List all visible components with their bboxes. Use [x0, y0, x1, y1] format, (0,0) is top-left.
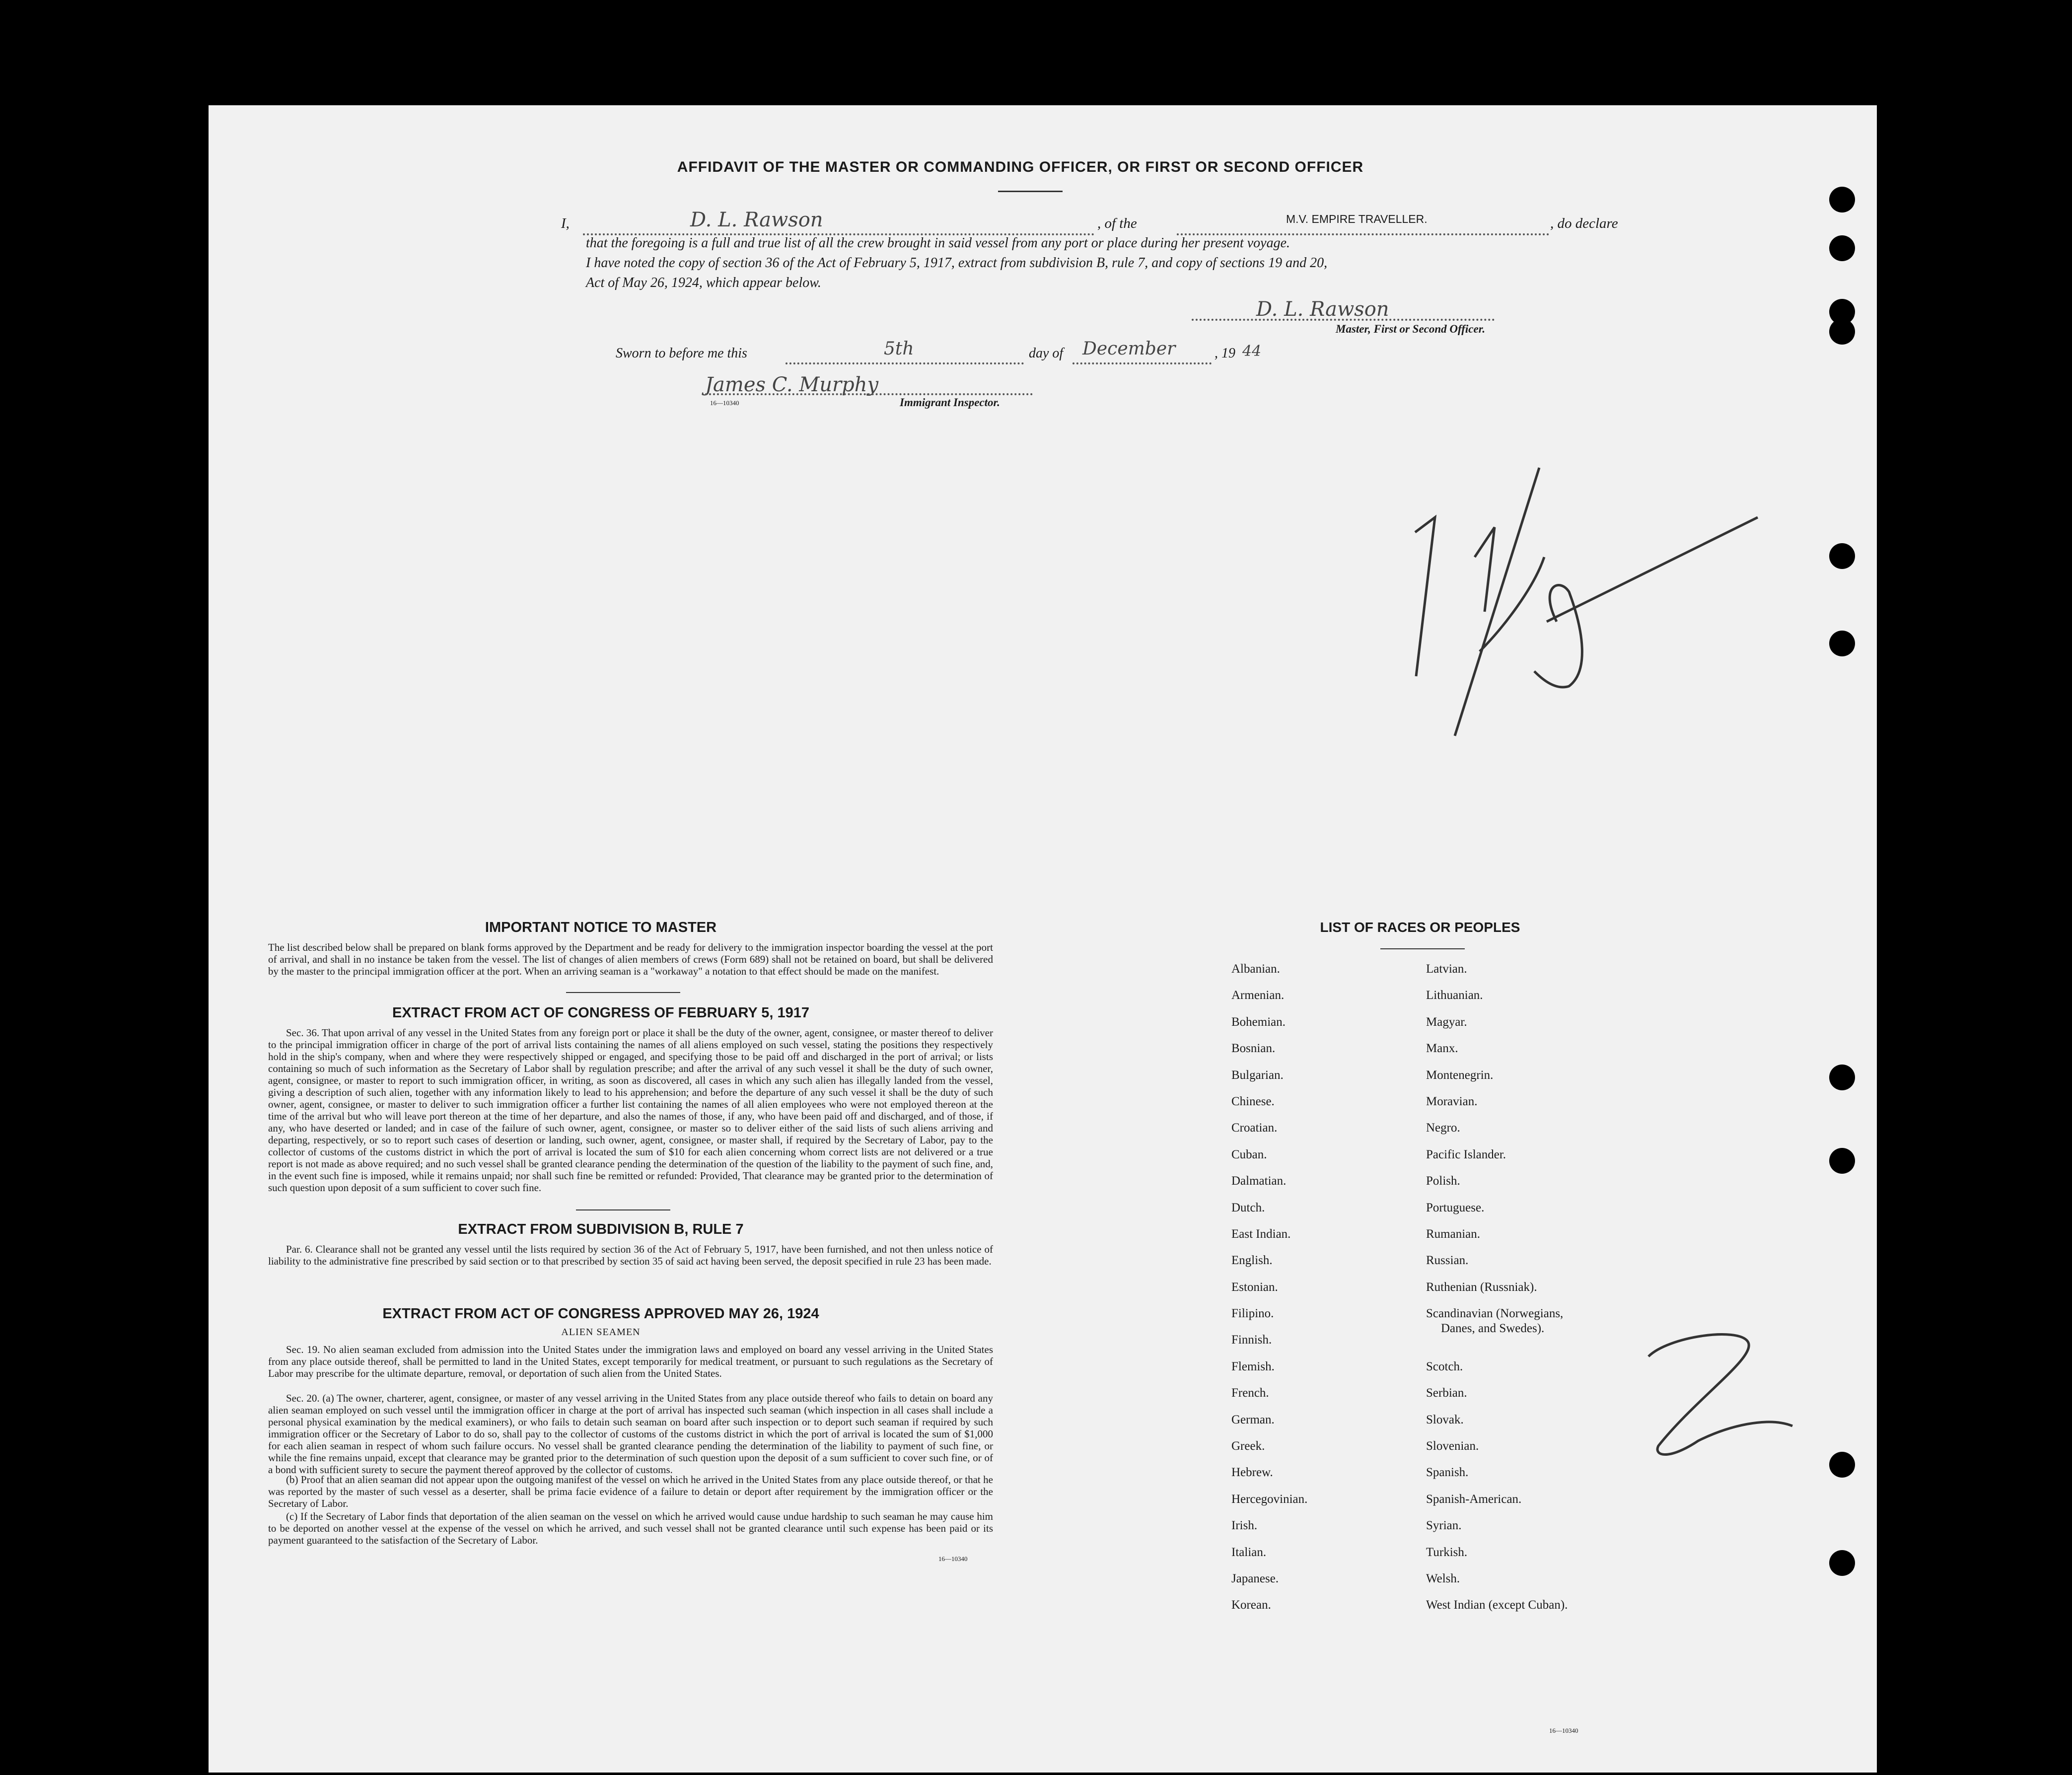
year-label: , 19 [1215, 346, 1235, 361]
signature-line [1192, 319, 1495, 321]
race-entry: Turkish. [1426, 1545, 1468, 1559]
extract-1924-sec20a: Sec. 20. (a) The owner, charterer, agent, consignee, or master of any vessel arriving in the United States from any place outside thereof who fails to detain on board any alien seaman employed on such vessel until the immigration officer in charge at the port of arrival has inspected such seaman (which inspection in all cases shall include a personal physical examination by the medical examiners), or who fails to detain such seaman on board after such inspection or to deport such seaman if required by such immigration officer or the Secretary of Labor to do so, shall pay to the collector of customs of the customs district in which the port of arrival is located the sum of $1,000 for each alien seaman in respect of whom such failure occurs. No vessel shall be granted clearance pending the determination of the liability to payment of such fine, or while the fine remains unpaid, except that clearance may be granted prior to the determination of such question upon the deposit of a sum sufficient to cover such fine, or of a bond with sufficient surety to secure the payment thereof approved by the collector of customs. [268, 1392, 993, 1476]
race-entry: Moravian. [1426, 1094, 1478, 1108]
sworn-month-handwritten: December [1082, 339, 1176, 359]
extract-form-number: 16—10340 [938, 1555, 968, 1562]
race-entry: Korean. [1231, 1598, 1271, 1612]
month-blank [1072, 362, 1212, 364]
race-entry: Albanian. [1231, 962, 1280, 976]
extract-1924-sec20c: (c) If the Secretary of Labor finds that deportation of the alien seaman on the vessel on which he arrived would cause undue hardship to such seaman he may cause him to be deported on another vessel at the expense of the vessel on which he arrived, and such vessel shall not be granted clearance until such expense has been paid or its payment guaranteed to the satisfaction of the Secretary of Labor. [268, 1510, 993, 1546]
race-entry: Welsh. [1426, 1572, 1460, 1585]
day-blank [786, 362, 1024, 364]
declare-label: , do declare [1550, 215, 1618, 231]
extract-1917-title: EXTRACT FROM ACT OF CONGRESS OF FEBRUARY 5, 1917 [392, 1005, 810, 1021]
races-form-number: 16—10340 [1549, 1727, 1578, 1734]
race-entry: Filipino. [1231, 1307, 1274, 1321]
extract-1924-title: EXTRACT FROM ACT OF CONGRESS APPROVED MAY 26, 1924 [382, 1306, 819, 1322]
affidavit-line2: that the foregoing is a full and true list of all the crew brought in said vessel from any port or place during her present voyage. [586, 235, 1290, 251]
race-entry: Finnish. [1231, 1333, 1272, 1347]
year-handwritten: 44 [1242, 343, 1262, 360]
punch-hole [1829, 1148, 1855, 1174]
vessel-name: M.V. EMPIRE TRAVELLER. [1286, 213, 1428, 225]
race-entry: Estonian. [1231, 1280, 1278, 1294]
race-entry: Latvian. [1426, 962, 1467, 976]
race-entry: Chinese. [1231, 1094, 1275, 1108]
race-entry: English. [1231, 1254, 1273, 1268]
punch-hole [1829, 235, 1855, 261]
punch-hole [1829, 319, 1855, 345]
races-column-2 [1426, 962, 1568, 1625]
document-page [209, 105, 1877, 1773]
sworn-line [616, 339, 1509, 370]
race-entry: Cuban. [1231, 1147, 1267, 1161]
extract-1924-sec19: Sec. 19. No alien seaman excluded from admission into the United States under the immigration laws and employed on board any vessel arriving in the United States from any place outside thereof, shall be permitted to land in the United States, except temporarily for medical treatment, or pursuant to such regulations as the Secretary of Labor may prescribe for the ultimate departure, removal, or deportation of such alien from the United States. [268, 1344, 993, 1379]
race-entry: Portuguese. [1426, 1201, 1485, 1214]
punch-hole [1829, 1065, 1855, 1090]
race-entry: West Indian (except Cuban). [1426, 1598, 1568, 1612]
race-entry: Manx. [1426, 1042, 1458, 1056]
race-entry: Rumanian. [1426, 1227, 1481, 1241]
race-entry: Flemish. [1231, 1359, 1275, 1373]
race-entry: Syrian. [1426, 1519, 1462, 1533]
alien-seamen-subtitle: ALIEN SEAMEN [561, 1327, 641, 1338]
handwritten-mark-17-5 [1410, 463, 1768, 781]
punch-hole [1829, 1452, 1855, 1478]
races-column-1 [1231, 962, 1307, 1625]
race-entry: Bulgarian. [1231, 1068, 1284, 1082]
affidavit-line4: Act of May 26, 1924, which appear below. [586, 275, 821, 290]
race-entry: Slovenian. [1426, 1439, 1479, 1453]
race-entry: Lithuanian. [1426, 989, 1483, 1002]
punch-hole [1829, 1550, 1855, 1576]
race-entry: Hercegovinian. [1231, 1492, 1308, 1506]
race-entry: Scandinavian (Norwegians, [1426, 1307, 1564, 1321]
punch-hole [1829, 187, 1855, 213]
extract-1924-sec20b: (b) Proof that an alien seaman did not appear upon the outgoing manifest of the vessel on which he arrived in the United States from any place outside thereof, or that he was reported by the master of such vessel as a deserter, shall be prima facie evidence of a failure to detain or deport after requirement by the immigration officer or the Secretary of Labor. [268, 1474, 993, 1509]
handwritten-mark-2 [1639, 1327, 1807, 1461]
race-entry: Montenegrin. [1426, 1068, 1494, 1082]
punch-hole [1829, 543, 1855, 569]
race-entry: Spanish-American. [1426, 1492, 1522, 1506]
day-of-label: day of [1029, 346, 1064, 361]
i-label: I, [561, 215, 570, 231]
divider [576, 1209, 670, 1210]
inspector-signature: James C. Murphy [705, 373, 879, 396]
race-entry: Bosnian. [1231, 1042, 1276, 1056]
sworn-label: Sworn to before me this [616, 346, 747, 361]
title-underline [998, 191, 1063, 192]
race-entry: Magyar. [1426, 1015, 1467, 1029]
race-entry: Polish. [1426, 1174, 1460, 1188]
race-entry: Spanish. [1426, 1466, 1469, 1480]
race-entry: Slovak. [1426, 1413, 1464, 1426]
notice-title: IMPORTANT NOTICE TO MASTER [485, 920, 717, 935]
race-entry: Bohemian. [1231, 1015, 1286, 1029]
divider [566, 992, 680, 993]
race-entry: East Indian. [1231, 1227, 1291, 1241]
race-entry: French. [1231, 1386, 1269, 1400]
race-entry: Japanese. [1231, 1571, 1279, 1585]
inspector-line [705, 393, 1033, 395]
affidavit-title: AFFIDAVIT OF THE MASTER OR COMMANDING OFFICER, OR FIRST OR SECOND OFFICER [677, 159, 1364, 175]
affidavit-line3: I have noted the copy of section 36 of the Act of February 5, 1917, extract from subdivision B, rule 7, and copy of sections 19 and 20, [586, 255, 1328, 271]
race-entry: Dutch. [1231, 1201, 1265, 1214]
race-entry: Scotch. [1426, 1359, 1463, 1373]
master-signature: D. L. Rawson [1256, 298, 1389, 321]
race-entry: Hebrew. [1231, 1466, 1273, 1480]
of-the-label: , of the [1097, 215, 1137, 231]
race-entry: Danes, and Swedes). [1441, 1322, 1545, 1336]
handwritten-number-small [1698, 1396, 1699, 1397]
signature-label: Master, First or Second Officer. [1336, 323, 1486, 335]
race-entry: Pacific Islander. [1426, 1147, 1506, 1161]
race-entry: Greek. [1231, 1439, 1265, 1453]
race-entry: German. [1231, 1413, 1275, 1426]
subdiv-b-title: EXTRACT FROM SUBDIVISION B, RULE 7 [458, 1221, 744, 1237]
sworn-day-handwritten: 5th [884, 339, 914, 359]
subdiv-b-body: Par. 6. Clearance shall not be granted any vessel until the lists required by section 36 of the Act of February 5, 1917, have been furnished, and not then unless notice of liability to the administrative fine prescribed by said section or to that prescribed by section 35 of said act having been served, the deposit specified in rule 23 has been made. [268, 1243, 993, 1267]
punch-hole [1829, 631, 1855, 656]
affidavit-form-number: 16—10340 [710, 399, 739, 407]
race-entry: Italian. [1231, 1545, 1267, 1559]
extract-1917-body: Sec. 36. That upon arrival of any vessel in the United States from any foreign port or place it shall be the duty of the owner, agent, consignee, or master thereof to deliver to the principal immigration officer in charge of the port of arrival lists containing the names of all aliens employed on such vessel, stating the positions they respectively hold in the ship's company, when and where they were respectively shipped or engaged, and specifying those to be paid off and discharged in the port of arrival; or lists containing so much of such information as the Secretary of Labor shall by regulation prescribe; and after the arrival of any such vessel it shall be the duty of such owner, agent, consignee, or master to report to such immigration officer, in writing, as soon as discovered, all cases in which any such alien has illegally landed from the vessel, giving a description of such alien, together with any information likely to lead to his apprehension; and before the departure of any such vessel it shall be the duty of such owner, agent, consignee, or master to deliver to such immigration officer a further list containing the names of all alien employees who were not employed thereon at the time of the arrival but who will leave port thereon at the time of her departure, and also the names of those, if any, who have been paid off and discharged, and of those, if any, who have deserted or landed; and in case of the failure of such owner, agent, consignee, or master so to deliver either of the said lists of such aliens arriving and departing, respectively, or so to report such cases of desertion or landing, such owner, agent, consignee, or master shall, if required by the Secretary of Labor, pay to the collector of customs of the customs district in which the port of arrival is located the sum of $10 for each alien concerning whom correct lists are not delivered or a true report is not made as above required; and no such vessel shall be granted clearance pending the determination of the question of the liability to the payment of such fine, and, in the event such fine is imposed, while it remains unpaid; nor shall such fine be remitted or refunded: Provided, That clearance may be granted prior to the determination of such question upon deposit of a sum sufficient to cover such fine. [268, 1027, 993, 1194]
races-title-underline [1380, 948, 1465, 949]
races-title: LIST OF RACES OR PEOPLES [1320, 920, 1520, 935]
race-entry: Croatian. [1231, 1121, 1278, 1135]
race-entry: Russian. [1426, 1254, 1469, 1268]
race-entry: Dalmatian. [1231, 1174, 1286, 1188]
master-name-handwritten: D. L. Rawson [690, 209, 823, 231]
race-entry: Ruthenian (Russniak). [1426, 1280, 1537, 1294]
race-entry: Negro. [1426, 1121, 1460, 1135]
race-entry: Irish. [1231, 1519, 1258, 1533]
race-entry: Serbian. [1426, 1386, 1467, 1400]
inspector-label: Immigrant Inspector. [900, 396, 1000, 409]
race-entry: Armenian. [1231, 989, 1285, 1002]
notice-body: The list described below shall be prepared on blank forms approved by the Department and be ready for delivery to the immigration inspector boarding the vessel at the port of arrival, and shall in no instance be taken from the vessel. The list of changes of alien members of crews (Form 689) shall not be retained on board, but shall be delivered by the master to the principal immigration officer at the port. When an arriving seaman is a "workaway" a notation to that effect should be made on the manifest. [268, 941, 993, 977]
